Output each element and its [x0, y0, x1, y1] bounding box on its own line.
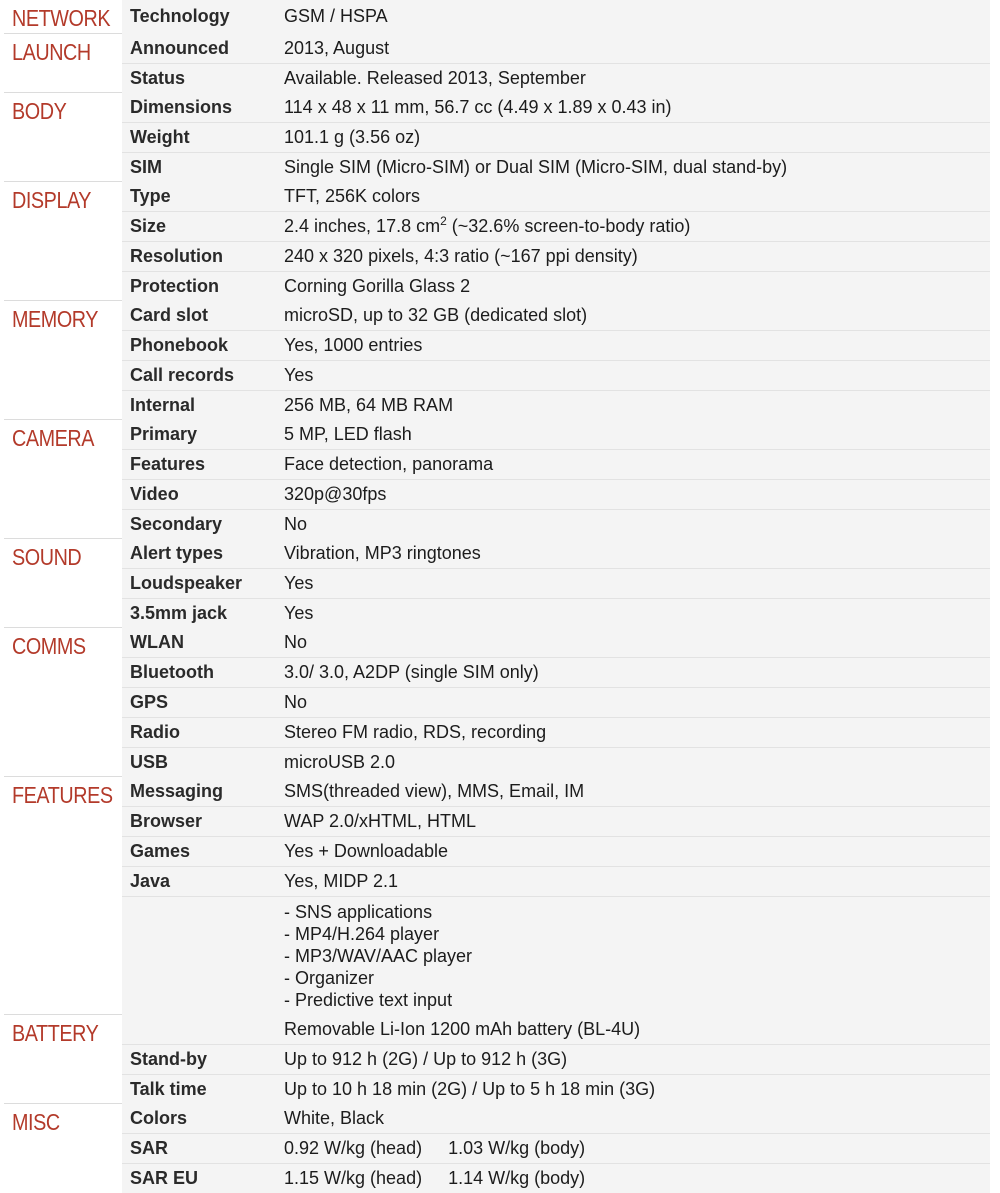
spec-label: SAR [122, 1133, 272, 1163]
spec-label: Bluetooth [122, 657, 272, 687]
superscript: 2 [440, 213, 447, 228]
spec-label: Colors [122, 1104, 272, 1134]
spec-label: Weight [122, 122, 272, 152]
spec-value: Vibration, MP3 ringtones [272, 539, 990, 569]
spec-value-part: 1.14 W/kg (body) [448, 1167, 586, 1188]
section-name: FEATURES [12, 782, 113, 808]
spec-value: 240 x 320 pixels, 4:3 ratio (~167 ppi density) [272, 241, 990, 271]
section-header [4, 777, 122, 1015]
spec-label: Talk time [122, 1074, 272, 1104]
section-header [4, 1015, 122, 1104]
spec-value: microSD, up to 32 GB (dedicated slot) [272, 301, 990, 331]
spec-value: 114 x 48 x 11 mm, 56.7 cc (4.49 x 1.89 x 0.43 in) [272, 93, 990, 123]
spec-label: Type [122, 182, 272, 212]
spec-row [4, 241, 990, 271]
spec-row [4, 777, 990, 807]
section-name: MEMORY [12, 306, 99, 332]
spec-row [4, 747, 990, 777]
spec-value-part: 1.03 W/kg (body) [448, 1137, 586, 1158]
spec-row [4, 1104, 990, 1134]
spec-label: Messaging [122, 777, 272, 807]
spec-row [4, 152, 990, 182]
spec-label: Announced [122, 34, 272, 64]
section-name: NETWORK [12, 5, 111, 31]
spec-label: Technology [122, 0, 272, 34]
spec-row [4, 836, 990, 866]
spec-row [4, 182, 990, 212]
spec-row [4, 1133, 990, 1163]
spec-label: Games [122, 836, 272, 866]
spec-label: Alert types [122, 539, 272, 569]
spec-row [4, 657, 990, 687]
spec-label: SAR EU [122, 1163, 272, 1193]
section-header [4, 1104, 122, 1193]
spec-value: Corning Gorilla Glass 2 [272, 271, 990, 301]
spec-label: USB [122, 747, 272, 777]
spec-label: Protection [122, 271, 272, 301]
spec-label: Radio [122, 717, 272, 747]
section-header [4, 182, 122, 301]
spec-label: Card slot [122, 301, 272, 331]
spec-row [4, 896, 990, 1015]
spec-row [4, 1074, 990, 1104]
spec-value [272, 1133, 990, 1163]
spec-table [4, 0, 990, 1193]
section-name: LAUNCH [12, 39, 91, 65]
spec-value: 3.0/ 3.0, A2DP (single SIM only) [272, 657, 990, 687]
spec-row [4, 479, 990, 509]
section-header [4, 93, 122, 182]
spec-value-line: - Predictive text input [284, 989, 453, 1010]
spec-value: No [272, 509, 990, 539]
spec-table-body [4, 0, 990, 1193]
spec-value [272, 1163, 990, 1193]
spec-value: Yes [272, 360, 990, 390]
spec-value-part: (~32.6% screen-to-body ratio) [446, 215, 691, 236]
spec-row [4, 449, 990, 479]
spec-label: 3.5mm jack [122, 598, 272, 628]
section-name: CAMERA [12, 425, 95, 451]
spec-label: Stand-by [122, 1044, 272, 1074]
spec-label: Call records [122, 360, 272, 390]
spec-row [4, 568, 990, 598]
section-name: BATTERY [12, 1020, 99, 1046]
spec-row [4, 330, 990, 360]
section-header [4, 628, 122, 777]
spec-value: Yes [272, 568, 990, 598]
spec-value-part: 1.15 W/kg (head) [284, 1167, 423, 1188]
spec-value-line: - SNS applications [284, 901, 433, 922]
spec-row [4, 628, 990, 658]
spec-row [4, 122, 990, 152]
spec-label: Size [122, 211, 272, 241]
spec-label: GPS [122, 687, 272, 717]
spec-row [4, 420, 990, 450]
spec-label [122, 896, 272, 1015]
spec-row [4, 34, 990, 64]
spec-value: Stereo FM radio, RDS, recording [272, 717, 990, 747]
spec-row [4, 301, 990, 331]
spec-value: 256 MB, 64 MB RAM [272, 390, 990, 420]
spec-value-line: - MP4/H.264 player [284, 923, 440, 944]
spec-row [4, 509, 990, 539]
spec-value-line: - MP3/WAV/AAC player [284, 945, 473, 966]
spec-label: Loudspeaker [122, 568, 272, 598]
section-name: COMMS [12, 633, 86, 659]
section-name: SOUND [12, 544, 82, 570]
spec-value: Yes, 1000 entries [272, 330, 990, 360]
spec-value: Yes + Downloadable [272, 836, 990, 866]
spec-row [4, 866, 990, 896]
spec-value: microUSB 2.0 [272, 747, 990, 777]
spec-row [4, 1015, 990, 1045]
spec-value: TFT, 256K colors [272, 182, 990, 212]
spec-label: WLAN [122, 628, 272, 658]
spec-label: SIM [122, 152, 272, 182]
spec-label: Java [122, 866, 272, 896]
spec-value: Up to 912 h (2G) / Up to 912 h (3G) [272, 1044, 990, 1074]
spec-value: Single SIM (Micro-SIM) or Dual SIM (Micro-SIM, dual stand-by) [272, 152, 990, 182]
section-header [4, 420, 122, 539]
spec-value-part: 2.4 inches, 17.8 cm [284, 215, 441, 236]
spec-row [4, 0, 990, 34]
spec-value: Face detection, panorama [272, 449, 990, 479]
section-header [4, 539, 122, 628]
spec-value: Yes [272, 598, 990, 628]
spec-row [4, 539, 990, 569]
spec-value: White, Black [272, 1104, 990, 1134]
section-name: DISPLAY [12, 187, 92, 213]
spec-row [4, 1163, 990, 1193]
spec-row [4, 806, 990, 836]
spec-label [122, 1015, 272, 1045]
spec-row [4, 63, 990, 93]
spec-label: Resolution [122, 241, 272, 271]
section-header [4, 0, 122, 34]
spec-row [4, 271, 990, 301]
spec-value: 320p@30fps [272, 479, 990, 509]
spec-value: 2013, August [272, 34, 990, 64]
section-header [4, 301, 122, 420]
spec-label: Features [122, 449, 272, 479]
spec-row [4, 598, 990, 628]
spec-value-line: - Organizer [284, 967, 375, 988]
spec-row [4, 211, 990, 241]
spec-value: Removable Li-Ion 1200 mAh battery (BL-4U) [272, 1015, 990, 1045]
spec-label: Secondary [122, 509, 272, 539]
spec-label: Dimensions [122, 93, 272, 123]
spec-label: Status [122, 63, 272, 93]
spec-value: 101.1 g (3.56 oz) [272, 122, 990, 152]
spec-row [4, 717, 990, 747]
spec-value: SMS(threaded view), MMS, Email, IM [272, 777, 990, 807]
spec-value-part: 0.92 W/kg (head) [284, 1137, 423, 1158]
spec-value: Yes, MIDP 2.1 [272, 866, 990, 896]
spec-label: Video [122, 479, 272, 509]
section-header [4, 34, 122, 93]
spec-row [4, 93, 990, 123]
spec-value [272, 211, 990, 241]
spec-value: WAP 2.0/xHTML, HTML [272, 806, 990, 836]
spec-row [4, 1044, 990, 1074]
spec-value: No [272, 687, 990, 717]
spec-value [272, 896, 990, 1015]
spec-label: Browser [122, 806, 272, 836]
spec-value: No [272, 628, 990, 658]
spec-label: Phonebook [122, 330, 272, 360]
spec-row [4, 390, 990, 420]
spec-value: Available. Released 2013, September [272, 63, 990, 93]
spec-value: Up to 10 h 18 min (2G) / Up to 5 h 18 min (3G) [272, 1074, 990, 1104]
section-name: MISC [12, 1109, 60, 1135]
spec-row [4, 360, 990, 390]
spec-row [4, 687, 990, 717]
spec-value: 5 MP, LED flash [272, 420, 990, 450]
spec-label: Primary [122, 420, 272, 450]
spec-value: GSM / HSPA [272, 0, 990, 34]
spec-label: Internal [122, 390, 272, 420]
section-name: BODY [12, 98, 67, 124]
